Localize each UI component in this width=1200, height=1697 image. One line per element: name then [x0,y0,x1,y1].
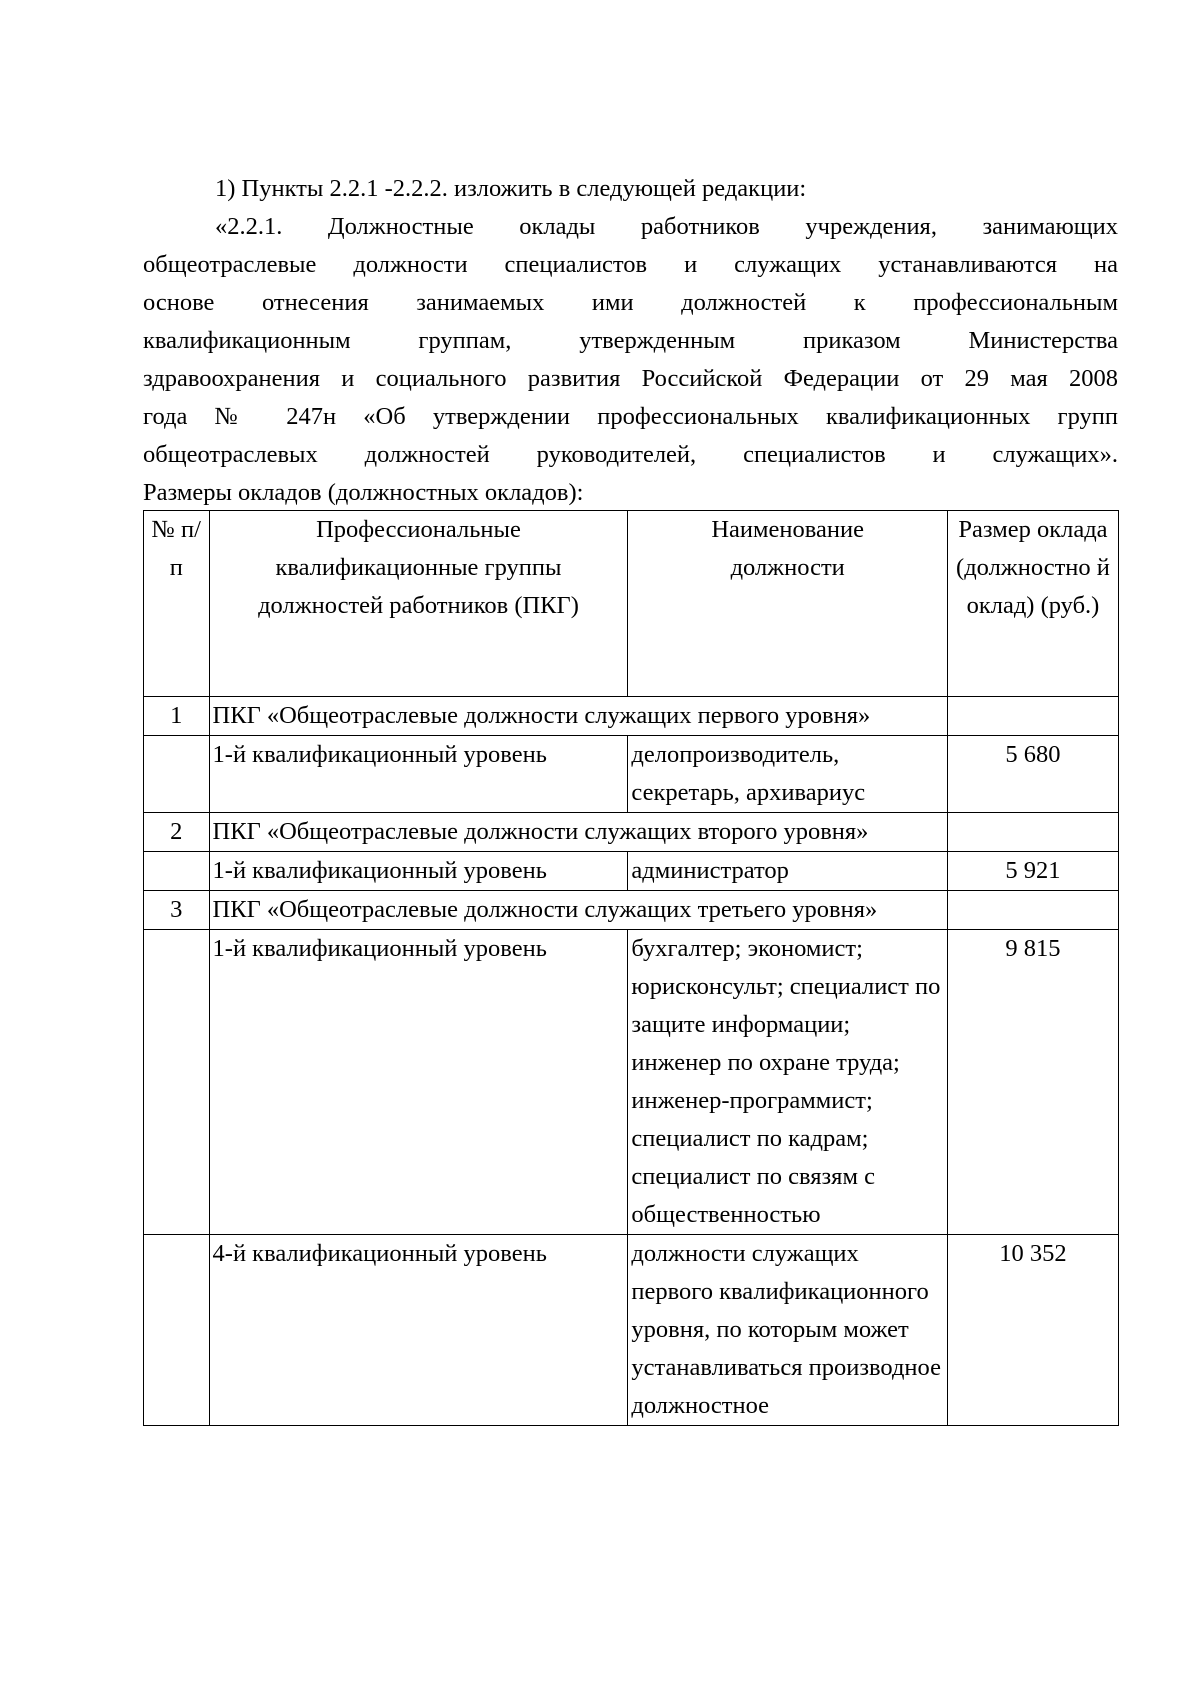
salary-cell [947,813,1118,852]
row-num [144,852,210,891]
paragraph-clause-2-2-1 [143,208,1118,512]
position-name: делопроизводитель, секретарь, архивариус [628,736,948,813]
table-row-level [144,1235,1119,1426]
header-group-label: Профессиональные квалификационные группы должностей работников (ПКГ) [258,516,579,619]
salary-value: 9 815 [947,930,1118,1235]
group-title: ПКГ «Общеотраслевые должности служащих второго уровня» [209,813,947,852]
table-row-group [144,891,1119,930]
salary-value: 10 352 [947,1235,1118,1426]
level-name: 4-й квалификационный уровень [209,1235,628,1426]
position-name: должности служащих первого квалификационного уровня, по которым может устанавливаться производное должностное [628,1235,948,1426]
level-name: 1-й квалификационный уровень [209,852,628,891]
table-row-group [144,697,1119,736]
level-name: 1-й квалификационный уровень [209,930,628,1235]
row-num [144,930,210,1235]
row-num [144,1235,210,1426]
table-header-row [144,511,1119,697]
row-num: 3 [144,891,210,930]
clause-line: основе отнесения занимаемых ими должностей к профессиональным [143,289,1118,316]
header-group [209,511,628,697]
clause-line: здравоохранения и социального развития Российской Федерации от 29 мая 2008 [143,365,1118,392]
header-num: № п/п [144,511,210,697]
position-name: администратор [628,852,948,891]
salary-value: 5 921 [947,852,1118,891]
group-title: ПКГ «Общеотраслевые должности служащих первого уровня» [209,697,947,736]
table-row-level [144,930,1119,1235]
salary-cell [947,697,1118,736]
level-name: 1-й квалификационный уровень [209,736,628,813]
clause-line: общеотраслевые должности специалистов и служащих устанавливаются на [143,251,1118,278]
clause-line: общеотраслевых должностей руководителей, специалистов и служащих». [143,441,1118,468]
table-row-group [144,813,1119,852]
header-position [628,511,948,697]
salary-cell [947,891,1118,930]
header-position-label: Наименование должности [711,516,864,581]
clause-line: Размеры окладов (должностных окладов): [143,479,584,506]
row-num: 2 [144,813,210,852]
table-row-level [144,736,1119,813]
clause-line: «2.2.1. Должностные оклады работников учреждения, занимающих [215,213,1118,240]
row-num [144,736,210,813]
row-num: 1 [144,697,210,736]
table-row-level [144,852,1119,891]
salary-value: 5 680 [947,736,1118,813]
salary-table [143,510,1119,1426]
header-salary: Размер оклада (должностно й оклад) (руб.) [947,511,1118,697]
clause-line: квалификационным группам, утвержденным приказом Министерства [143,327,1118,354]
clause-line: года № 247н «Об утверждении профессиональных квалификационных групп [143,403,1118,430]
group-title: ПКГ «Общеотраслевые должности служащих третьего уровня» [209,891,947,930]
position-name: бухгалтер; экономист; юрисконсульт; специалист по защите информации; инженер по охране труда; инженер-программист; специалист по кадрам; специалист по связям с общественностью [628,930,948,1235]
paragraph-amendment-intro: 1) Пункты 2.2.1 -2.2.2. изложить в следующей редакции: [215,175,807,202]
